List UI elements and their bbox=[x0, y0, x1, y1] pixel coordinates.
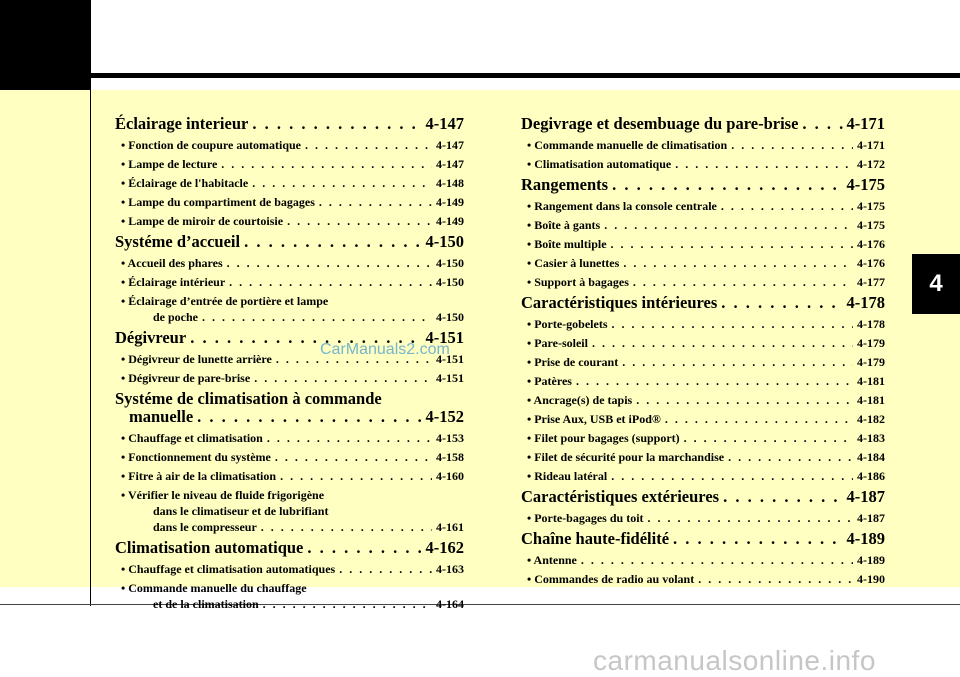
dot-leader bbox=[802, 115, 842, 133]
toc-entry bbox=[521, 139, 885, 152]
toc-entry-link-label: • Porte-gobelets bbox=[527, 317, 608, 331]
chapter-tab[interactable] bbox=[912, 254, 960, 314]
toc-section-heading[interactable] bbox=[115, 408, 464, 426]
toc-entry bbox=[521, 375, 885, 388]
toc-entry-link-label: • Commande manuelle de climatisation bbox=[527, 138, 728, 152]
toc-entry-link[interactable] bbox=[121, 563, 464, 576]
toc-entry-link-label: • Antenne bbox=[527, 553, 577, 567]
toc-entry-link-label: • Patères bbox=[527, 374, 572, 388]
dot-leader bbox=[244, 233, 421, 251]
toc-entry-link-label: • Filet de sécurité pour la marchandise bbox=[527, 450, 725, 464]
toc-section-heading-label: Rangements bbox=[521, 175, 609, 194]
toc-entry-link[interactable] bbox=[121, 311, 464, 324]
toc-entry bbox=[521, 257, 885, 270]
toc-entry-label: • Commande manuelle du chauffage bbox=[121, 581, 307, 595]
toc-entry-link-label: • Dégivreur de pare-brise bbox=[121, 371, 251, 385]
toc-section bbox=[115, 233, 464, 251]
toc-entry bbox=[115, 489, 464, 534]
toc-entry-link[interactable] bbox=[527, 356, 885, 369]
toc-entry-link-page: 4-150 bbox=[436, 256, 464, 270]
toc-entry-link-label: • Accueil des phares bbox=[121, 256, 223, 270]
toc-entry-link[interactable] bbox=[121, 215, 464, 228]
toc-entry-link-label: de poche bbox=[153, 310, 198, 324]
toc-section-heading-label: Climatisation automatique bbox=[115, 538, 304, 557]
toc-entry-link-label: • Chauffage et climatisation bbox=[121, 431, 263, 445]
toc-section-heading[interactable] bbox=[521, 294, 885, 312]
toc-entry-link[interactable] bbox=[527, 158, 885, 171]
toc-entry-link-label: • Ancrage(s) de tapis bbox=[527, 393, 633, 407]
toc-entry-link[interactable] bbox=[527, 375, 885, 388]
dot-leader bbox=[263, 598, 432, 611]
toc-entry-link-label: • Climatisation automatique bbox=[527, 157, 672, 171]
toc-entry-link-page: 4-178 bbox=[857, 317, 885, 331]
toc-entry-link-page: 4-160 bbox=[436, 469, 464, 483]
toc-section-heading-label: Caractéristiques extérieures bbox=[521, 487, 720, 506]
dot-leader bbox=[612, 318, 853, 331]
toc-entry-link[interactable] bbox=[527, 200, 885, 213]
toc-section bbox=[521, 115, 885, 133]
toc-entry-link-page: 4-181 bbox=[857, 393, 885, 407]
toc-entry bbox=[115, 372, 464, 385]
dot-leader bbox=[721, 294, 842, 312]
toc-entry-link[interactable] bbox=[121, 470, 464, 483]
toc-entry bbox=[521, 470, 885, 483]
toc-entry-link-page: 4-179 bbox=[857, 355, 885, 369]
toc-entry-link-page: 4-176 bbox=[857, 237, 885, 251]
toc-entry bbox=[521, 200, 885, 213]
dot-leader bbox=[280, 470, 432, 483]
toc-section-heading-label: Dégivreur bbox=[115, 328, 187, 347]
toc-entry-link[interactable] bbox=[121, 276, 464, 289]
toc-entry-link-page: 4-147 bbox=[436, 157, 464, 171]
toc-entry bbox=[521, 451, 885, 464]
toc-entry-link-page: 4-186 bbox=[857, 469, 885, 483]
toc-entry bbox=[115, 470, 464, 483]
toc-left-column bbox=[115, 110, 464, 611]
dot-leader bbox=[197, 408, 421, 426]
toc-entry-link-page: 4-148 bbox=[436, 176, 464, 190]
toc-entry-link[interactable] bbox=[527, 451, 885, 464]
dot-leader bbox=[307, 539, 421, 557]
toc-right-column bbox=[521, 110, 885, 586]
dot-leader bbox=[261, 521, 432, 534]
dot-leader bbox=[287, 215, 432, 228]
toc-entry bbox=[521, 337, 885, 350]
toc-entry bbox=[521, 356, 885, 369]
toc-entry-link[interactable] bbox=[527, 238, 885, 251]
toc-entry-link-page: 4-158 bbox=[436, 450, 464, 464]
toc-entry bbox=[521, 573, 885, 586]
toc-entry bbox=[521, 432, 885, 445]
toc-entry-label: • Vérifier le niveau de fluide frigorigène bbox=[121, 488, 325, 502]
toc-entry-link[interactable] bbox=[527, 470, 885, 483]
toc-entry-link[interactable] bbox=[527, 413, 885, 426]
toc-entry-link-label: • Pare-soleil bbox=[527, 336, 588, 350]
toc-entry-link[interactable] bbox=[527, 219, 885, 232]
toc-entry-link-page: 4-171 bbox=[857, 138, 885, 152]
toc-entry-link[interactable] bbox=[121, 139, 464, 152]
toc-entry-link-label: • Support à bagages bbox=[527, 275, 629, 289]
toc-entry-link-page: 4-151 bbox=[436, 352, 464, 366]
dot-leader bbox=[305, 139, 432, 152]
toc-entry-link-page: 4-175 bbox=[857, 218, 885, 232]
toc-section-heading-label: manuelle bbox=[129, 407, 194, 426]
dot-leader bbox=[252, 115, 421, 133]
toc-entry-link[interactable] bbox=[527, 337, 885, 350]
toc-entry-link-label: • Casier à lunettes bbox=[527, 256, 620, 270]
toc-entry-link-label: dans le compresseur bbox=[153, 520, 257, 534]
toc-entry-link-page: 4-179 bbox=[857, 336, 885, 350]
dot-leader bbox=[581, 554, 853, 567]
toc-section bbox=[115, 539, 464, 557]
toc-entry bbox=[115, 139, 464, 152]
dot-leader bbox=[612, 176, 842, 194]
dot-leader bbox=[275, 451, 432, 464]
toc-entry-link-page: 4-163 bbox=[436, 562, 464, 576]
toc-entry-link-page: 4-149 bbox=[436, 195, 464, 209]
toc-entry-link-label: • Prise de courant bbox=[527, 355, 619, 369]
black-corner-block bbox=[0, 0, 91, 90]
toc-entry-link[interactable] bbox=[527, 257, 885, 270]
toc-entry-link-page: 4-176 bbox=[857, 256, 885, 270]
dot-leader bbox=[227, 257, 432, 270]
section-title: Systéme de climatisation à commande bbox=[115, 389, 382, 408]
toc-entry-link-label: • Boîte multiple bbox=[527, 237, 607, 251]
toc-entry bbox=[115, 196, 464, 209]
toc-entry-link[interactable] bbox=[527, 394, 885, 407]
toc-entry bbox=[115, 432, 464, 445]
toc-entry bbox=[521, 318, 885, 331]
toc-entry-link-label: • Fonction de coupure automatique bbox=[121, 138, 301, 152]
toc-section-heading-page: 4-171 bbox=[846, 114, 885, 133]
toc-entry-link-page: 4-164 bbox=[436, 597, 464, 611]
dot-leader bbox=[319, 196, 432, 209]
toc-section-heading[interactable] bbox=[521, 176, 885, 194]
toc-entry-link-page: 4-177 bbox=[857, 275, 885, 289]
toc-entry-link-label: • Fitre à air de la climatisation bbox=[121, 469, 277, 483]
toc-entry-link-page: 4-149 bbox=[436, 214, 464, 228]
toc-section-heading[interactable] bbox=[115, 115, 464, 133]
dot-leader bbox=[728, 451, 853, 464]
toc-entry bbox=[115, 582, 464, 611]
toc-entry-link[interactable] bbox=[527, 139, 885, 152]
dot-leader bbox=[604, 219, 853, 232]
dot-leader bbox=[636, 394, 853, 407]
toc-entry-link[interactable] bbox=[527, 318, 885, 331]
dot-leader bbox=[623, 257, 853, 270]
toc-entry-link-label: • Prise Aux, USB et iPod® bbox=[527, 412, 661, 426]
toc-entry-link-label: • Éclairage de l'habitacle bbox=[121, 176, 249, 190]
toc-entry-link-label: • Lampe de miroir de courtoisie bbox=[121, 214, 284, 228]
toc-section-heading[interactable] bbox=[521, 115, 885, 133]
toc-entry-link[interactable] bbox=[121, 451, 464, 464]
toc-entry bbox=[115, 563, 464, 576]
toc-entry-link-page: 4-147 bbox=[436, 138, 464, 152]
toc-entry-link[interactable] bbox=[527, 554, 885, 567]
toc-entry-label: • Éclairage d’entrée de portière et lampe bbox=[121, 294, 329, 308]
toc-entry bbox=[521, 276, 885, 289]
toc-section-heading-label: Chaîne haute-fidélité bbox=[521, 529, 670, 548]
toc-section-heading[interactable] bbox=[115, 233, 464, 251]
dot-leader bbox=[339, 563, 432, 576]
toc-entry-link[interactable] bbox=[527, 512, 885, 525]
toc-entry-link-page: 4-182 bbox=[857, 412, 885, 426]
toc-entry bbox=[521, 512, 885, 525]
toc-entry bbox=[521, 554, 885, 567]
toc-section-heading-label: Degivrage et desembuage du pare-brise bbox=[521, 114, 799, 133]
toc-entry-link-label: • Lampe du compartiment de bagages bbox=[121, 195, 315, 209]
toc-entry-link-page: 4-181 bbox=[857, 374, 885, 388]
dot-leader bbox=[721, 200, 853, 213]
dot-leader bbox=[221, 158, 432, 171]
toc-entry-link-page: 4-161 bbox=[436, 520, 464, 534]
toc-section-heading[interactable] bbox=[115, 539, 464, 557]
toc-entry-link-label: • Fonctionnement du système bbox=[121, 450, 271, 464]
toc-section bbox=[521, 530, 885, 548]
toc-entry-link-label: • Commandes de radio au volant bbox=[527, 572, 695, 586]
dot-leader bbox=[611, 470, 853, 483]
dot-leader bbox=[267, 432, 432, 445]
top-rule bbox=[91, 73, 960, 78]
toc-entry-link-page: 4-184 bbox=[857, 450, 885, 464]
dot-leader bbox=[684, 432, 853, 445]
dot-leader bbox=[675, 158, 853, 171]
toc-entry bbox=[521, 413, 885, 426]
toc-section-heading-page: 4-162 bbox=[425, 538, 464, 557]
toc-entry-continuation: dans le climatiseur et de lubrifiant bbox=[153, 504, 329, 518]
toc-entry-link-label: • Lampe de lecture bbox=[121, 157, 218, 171]
dot-leader bbox=[592, 337, 853, 350]
toc-section-heading-page: 4-187 bbox=[846, 487, 885, 506]
toc-section-heading-page: 4-151 bbox=[425, 328, 464, 347]
toc-entry-link-label: • Porte-bagages du toit bbox=[527, 511, 644, 525]
toc-entry bbox=[115, 295, 464, 324]
toc-entry bbox=[115, 215, 464, 228]
toc-entry-link[interactable] bbox=[527, 276, 885, 289]
dot-leader bbox=[731, 139, 853, 152]
toc-entry-link-label: • Boîte à gants bbox=[527, 218, 601, 232]
toc-entry-link[interactable] bbox=[121, 177, 464, 190]
toc-section-heading[interactable] bbox=[521, 488, 885, 506]
left-margin-line bbox=[90, 73, 91, 606]
toc-entry-link[interactable] bbox=[121, 257, 464, 270]
toc-entry-link-label: et de la climatisation bbox=[153, 597, 259, 611]
toc-entry-link[interactable] bbox=[121, 432, 464, 445]
toc-entry-link[interactable] bbox=[121, 372, 464, 385]
toc-entry-link-page: 4-183 bbox=[857, 431, 885, 445]
dot-leader bbox=[698, 573, 853, 586]
toc-section-heading-page: 4-147 bbox=[425, 114, 464, 133]
toc-entry-link-page: 4-172 bbox=[857, 157, 885, 171]
chapter-number: 4 bbox=[929, 270, 943, 297]
dot-leader bbox=[254, 372, 432, 385]
toc-entry-link[interactable] bbox=[121, 196, 464, 209]
toc-entry-link-label: • Rideau latéral bbox=[527, 469, 608, 483]
toc-entry-link-label: • Éclairage intérieur bbox=[121, 275, 226, 289]
toc-entry bbox=[521, 219, 885, 232]
toc-entry bbox=[115, 276, 464, 289]
toc-entry-link[interactable] bbox=[121, 521, 464, 534]
toc-entry-link[interactable] bbox=[527, 573, 885, 586]
toc-section bbox=[115, 390, 464, 426]
toc-entry bbox=[115, 257, 464, 270]
toc-entry-link-page: 4-189 bbox=[857, 553, 885, 567]
toc-entry-link-page: 4-150 bbox=[436, 275, 464, 289]
toc-entry-link-label: • Chauffage et climatisation automatiques bbox=[121, 562, 336, 576]
toc-section bbox=[521, 176, 885, 194]
toc-section-heading-page: 4-189 bbox=[846, 529, 885, 548]
toc-entry bbox=[521, 158, 885, 171]
toc-entry-link[interactable] bbox=[121, 158, 464, 171]
toc-section-heading-page: 4-178 bbox=[846, 293, 885, 312]
toc-entry bbox=[115, 451, 464, 464]
footer-watermark: carmanualsonline.info bbox=[593, 645, 876, 676]
toc-section-heading-label: Caractéristiques intérieures bbox=[521, 293, 718, 312]
toc-entry bbox=[521, 238, 885, 251]
toc-entry-link-page: 4-151 bbox=[436, 371, 464, 385]
toc-entry-link-page: 4-190 bbox=[857, 572, 885, 586]
toc-entry-link-page: 4-153 bbox=[436, 431, 464, 445]
toc-section-heading-page: 4-152 bbox=[425, 407, 464, 426]
toc-entry-link[interactable] bbox=[121, 598, 464, 611]
dot-leader bbox=[202, 311, 432, 324]
dot-leader bbox=[576, 375, 853, 388]
dot-leader bbox=[622, 356, 853, 369]
toc-section-heading[interactable] bbox=[521, 530, 885, 548]
toc-entry bbox=[115, 177, 464, 190]
toc-entry-link-page: 4-175 bbox=[857, 199, 885, 213]
toc-section-heading-label: Éclairage interieur bbox=[115, 114, 249, 133]
watermark-logo: CarManuals2.com bbox=[320, 341, 450, 358]
dot-leader bbox=[611, 238, 853, 251]
dot-leader bbox=[633, 276, 853, 289]
dot-leader bbox=[723, 488, 842, 506]
toc-entry-link-page: 4-150 bbox=[436, 310, 464, 324]
toc-entry bbox=[115, 158, 464, 171]
dot-leader bbox=[648, 512, 853, 525]
dot-leader bbox=[229, 276, 432, 289]
dot-leader bbox=[252, 177, 432, 190]
toc-entry-link-label: • Filet pour bagages (support) bbox=[527, 431, 680, 445]
toc-entry-link-label: • Dégivreur de lunette arrière bbox=[121, 352, 272, 366]
dot-leader bbox=[665, 413, 853, 426]
toc-section bbox=[115, 115, 464, 133]
toc-section-heading-page: 4-175 bbox=[846, 175, 885, 194]
dot-leader bbox=[673, 530, 842, 548]
toc-section bbox=[521, 488, 885, 506]
toc-entry-link-label: • Rangement dans la console centrale bbox=[527, 199, 717, 213]
toc-entry-link[interactable] bbox=[527, 432, 885, 445]
toc-entry bbox=[521, 394, 885, 407]
toc-section-heading-label: Systéme d’accueil bbox=[115, 232, 241, 251]
toc-section bbox=[521, 294, 885, 312]
toc-entry-link-page: 4-187 bbox=[857, 511, 885, 525]
toc-section-heading-page: 4-150 bbox=[425, 232, 464, 251]
